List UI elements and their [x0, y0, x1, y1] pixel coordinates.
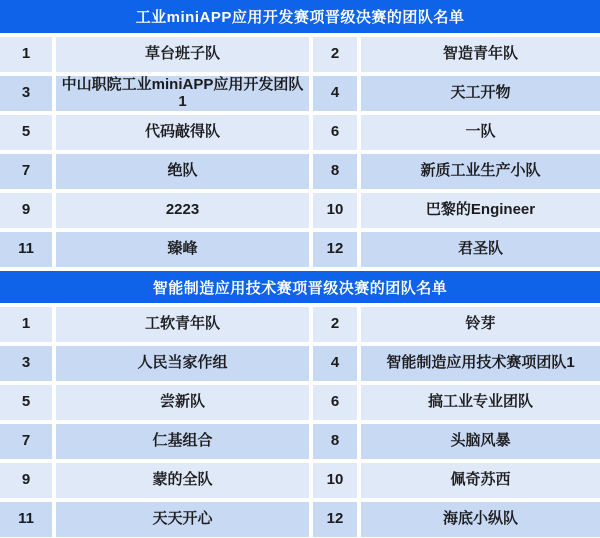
team-name-cell: 君圣队: [361, 232, 600, 267]
team-name-cell: 人民当家作组: [56, 346, 309, 381]
rank-cell: 8: [313, 154, 357, 189]
team-name-cell: 代码敲得队: [56, 115, 309, 150]
team-name-cell: 海底小纵队: [361, 502, 600, 537]
team-table-industrial-miniapp: [0, 37, 600, 267]
rank-cell: 4: [313, 76, 357, 111]
team-name-cell: 铃芽: [361, 307, 600, 342]
team-name-cell: 工软青年队: [56, 307, 309, 342]
team-name-cell: 蒙的全队: [56, 463, 309, 498]
team-name-cell: 佩奇苏西: [361, 463, 600, 498]
team-name-cell: 臻峰: [56, 232, 309, 267]
team-table-intelligent-manufacturing: [0, 307, 600, 537]
team-name-cell: 尝新队: [56, 385, 309, 420]
team-name-cell: 2223: [56, 193, 309, 228]
rank-cell: 9: [0, 193, 52, 228]
team-name-cell: 草台班子队: [56, 37, 309, 72]
team-name-cell: 仁基组合: [56, 424, 309, 459]
rank-cell: 11: [0, 502, 52, 537]
section-title-industrial-miniapp: 工业miniAPP应用开发赛项晋级决赛的团队名单: [0, 0, 600, 33]
team-name-cell: 头脑风暴: [361, 424, 600, 459]
rank-cell: 1: [0, 37, 52, 72]
rank-cell: 11: [0, 232, 52, 267]
team-name-cell: 智能制造应用技术赛项团队1: [361, 346, 600, 381]
section-title-intelligent-manufacturing: 智能制造应用技术赛项晋级决赛的团队名单: [0, 271, 600, 303]
team-name-cell: 新质工业生产小队: [361, 154, 600, 189]
team-name-cell: 天工开物: [361, 76, 600, 111]
rank-cell: 3: [0, 346, 52, 381]
rank-cell: 7: [0, 154, 52, 189]
rank-cell: 12: [313, 232, 357, 267]
rank-cell: 2: [313, 307, 357, 342]
rank-cell: 5: [0, 115, 52, 150]
rank-cell: 5: [0, 385, 52, 420]
rank-cell: 3: [0, 76, 52, 111]
team-name-cell: 中山职院工业miniAPP应用开发团队1: [56, 76, 309, 111]
team-name-cell: 智造青年队: [361, 37, 600, 72]
rank-cell: 8: [313, 424, 357, 459]
team-name-cell: 巴黎的Engineer: [361, 193, 600, 228]
team-name-cell: 一队: [361, 115, 600, 150]
rank-cell: 2: [313, 37, 357, 72]
rank-cell: 10: [313, 463, 357, 498]
rank-cell: 6: [313, 115, 357, 150]
rank-cell: 12: [313, 502, 357, 537]
team-name-cell: 搞工业专业团队: [361, 385, 600, 420]
rank-cell: 6: [313, 385, 357, 420]
rank-cell: 4: [313, 346, 357, 381]
team-name-cell: 绝队: [56, 154, 309, 189]
rank-cell: 10: [313, 193, 357, 228]
rank-cell: 9: [0, 463, 52, 498]
rank-cell: 1: [0, 307, 52, 342]
team-name-cell: 天天开心: [56, 502, 309, 537]
rank-cell: 7: [0, 424, 52, 459]
